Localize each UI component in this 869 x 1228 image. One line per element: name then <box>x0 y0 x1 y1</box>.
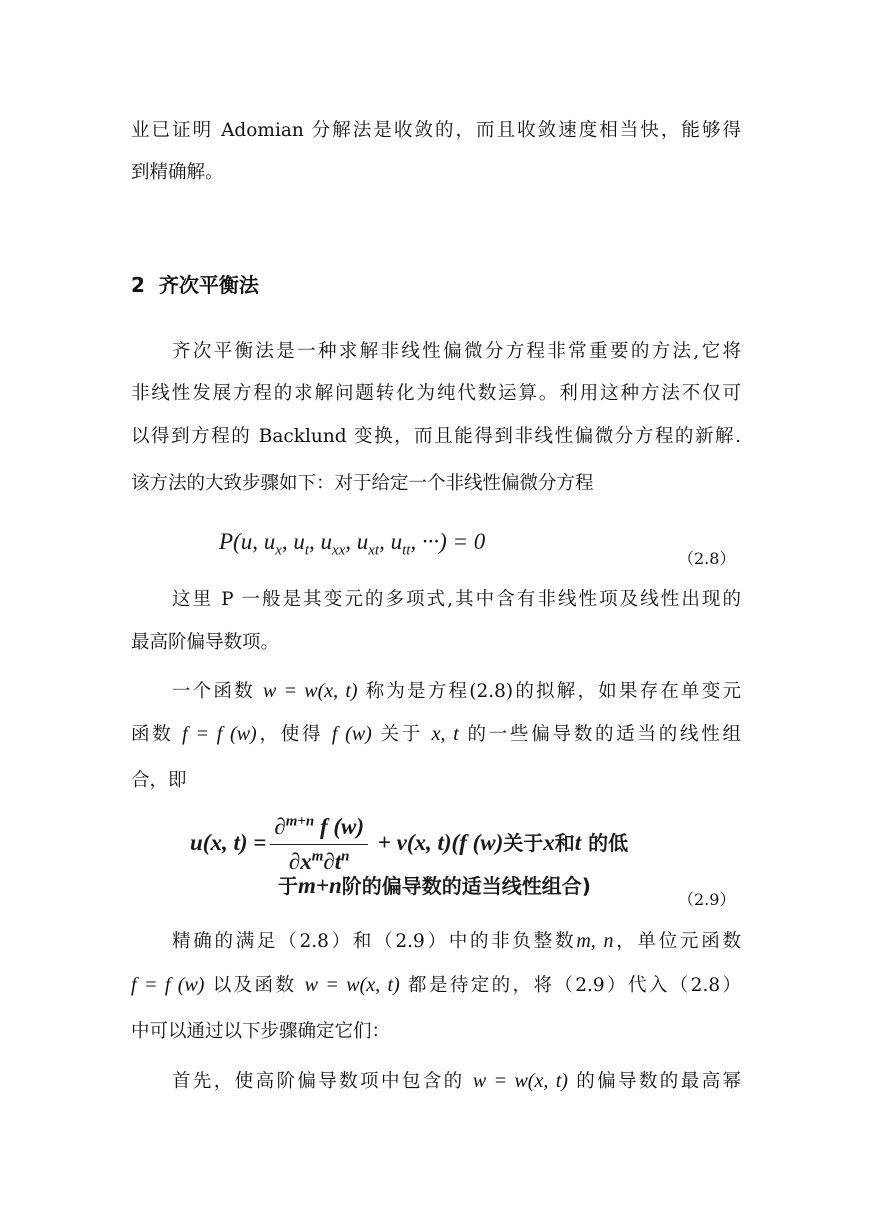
func-line-1: 一个函数 w = w(x, t) 称为是方程(2.8)的拟解，如果存在单变元 <box>172 680 741 702</box>
section-title: 齐次平衡法 <box>158 273 259 297</box>
section-heading <box>131 271 259 299</box>
fraction: $\frac{\partial^{m+n} f (w)}{\partial x^m\partial t^n}$ <box>270 812 368 877</box>
method-line-3: 以得到方程的 Backlund 变换，而且能得到非线性偏微分方程的新解. <box>131 426 741 447</box>
method-line-2: 非线性发展方程的求解问题转化为纯代数运算。利用这种方法不仅可 <box>131 383 741 404</box>
intro-line-2: 到精确解。 <box>131 162 224 183</box>
equation-2-9-line-2: 于m+n阶的偏导数的适当线性组合) <box>278 873 591 898</box>
intro-line-1: 业已证明 Adomian 分解法是收敛的，而且收敛速度相当快，能够得 <box>131 120 741 141</box>
method-line-4: 该方法的大致步骤如下：对于给定一个非线性偏微分方程 <box>131 473 594 494</box>
exact-line-1: 精确的满足（2.8）和（2.9）中的非负整数m, n，单位元函数 <box>172 930 742 952</box>
exact-line-2: f = f (w) 以及函数 w = w(x, t) 都是待定的，将（2.9）代入（2.8） <box>131 974 741 996</box>
p-line-2: 最高阶偏导数项。 <box>131 632 280 653</box>
method-line-1: 齐次平衡法是一种求解非线性偏微分方程非常重要的方法,它将 <box>172 341 741 362</box>
equation-number-2-8: （2.8） <box>678 549 736 568</box>
first-step-line: 首先，使高阶偏导数项中包含的 w = w(x, t) 的偏导数的最高幂 <box>172 1070 741 1092</box>
section-number: 2 <box>131 273 145 297</box>
equation-2-8: P(u, $u_x$, $u_t$, $u_{xx}$, $u_{xt}$, $u_{tt}$, ···) = 0 <box>219 529 486 559</box>
func-line-2: 函数 f = f (w)，使得 f (w) 关于 x, t 的一些偏导数的适当的线性组 <box>131 723 742 745</box>
equation-number-2-9: （2.9） <box>678 890 736 909</box>
func-line-3: 合，即 <box>131 770 187 791</box>
p-line-1: 这里 P 一般是其变元的多项式,其中含有非线性项及线性出现的 <box>172 589 741 610</box>
equation-2-9-line-1: u(x, t) = $\frac{\partial^{m+n} f (w)}{\partial x^m\partial t^n}$ + v(x, t)(f (w)关于x和t 的低 <box>190 812 628 877</box>
exact-line-3: 中可以通过以下步骤确定它们： <box>131 1021 391 1042</box>
